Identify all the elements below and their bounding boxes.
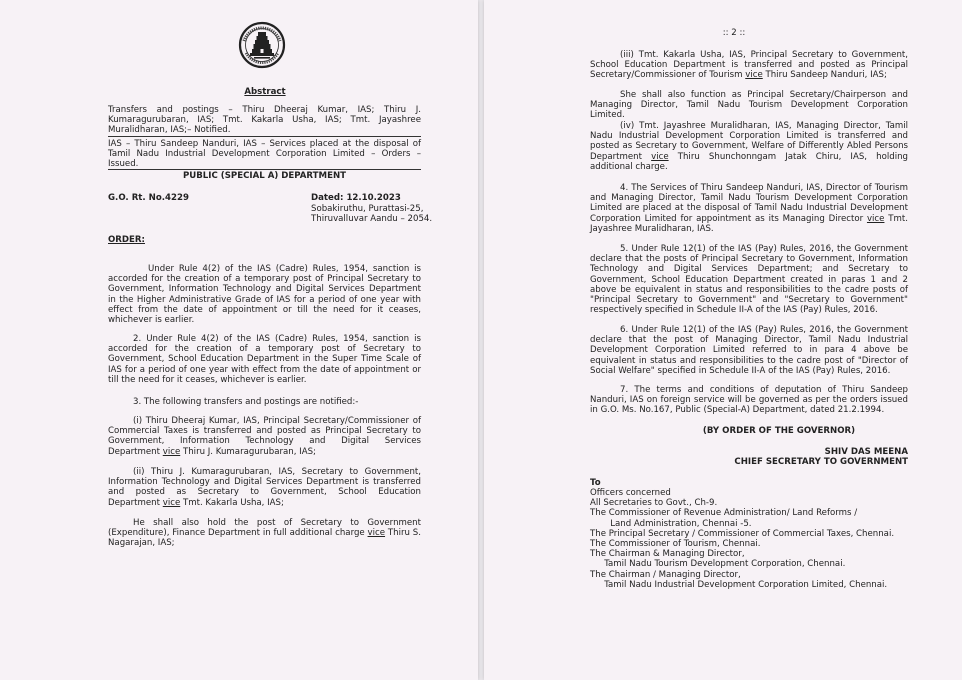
recipient-line: Officers concerned xyxy=(590,488,671,498)
order-paragraph-5: 5. Under Rule 12(1) of the IAS (Pay) Rules, 2016, the Government declare that the posts of Principal Secretary to Government, Information Technology and Digital Services Department; and Secretary to Government, School Education Department created in paras 1 and 2 above be equivalent in status and responsibilities to the cadre posts of "Principal Secretary to Government" and "Secretary to Government" respectively specified in Schedule II-A of the IAS (Pay) Rules, 2016. xyxy=(590,244,908,316)
order-paragraph-1: Under Rule 4(2) of the IAS (Cadre) Rules, 1954, sanction is accorded for the creation of a temporary post of Principal Secretary to Government, Information Technology and Digital Services Department in the Higher Administrative Grade of IAS for a period of one year with effect from the date of appointment or till the need for it ceases, whichever is earlier. xyxy=(108,264,421,326)
recipient-line: The Commissioner of Revenue Administration/ Land Reforms / xyxy=(590,508,858,519)
transfer-item-i: (i) Thiru Dheeraj Kumar, IAS, Principal Secretary/Commissioner of Commercial Taxes is transferred and posted as Principal Secretary to Government, Information Technology and Digital Services Department vice Thiru J. Kumaragurubaran, IAS; xyxy=(108,416,421,457)
tamil-nadu-emblem-icon xyxy=(238,20,286,70)
abstract-paragraph-1: Transfers and postings – Thiru Dheeraj Kumar, IAS; Thiru J. Kumaragurubaran, IAS; Tmt. Kakarla Usha, IAS; Tmt. Jayashree Muralidharan, IAS;– Notified. xyxy=(108,105,421,136)
signatory-name: SHIV DAS MEENA xyxy=(824,447,908,457)
transfer-item-iii-additional-role: She shall also function as Principal Secretary/Chairperson and Managing Director, Tamil Nadu Tourism Development Corporation Limited. xyxy=(590,90,908,121)
tamil-date-line-1: Sobakiruthu, Purattasi-25, xyxy=(311,204,424,214)
tamil-date-line-2: Thiruvalluvar Aandu – 2054. xyxy=(311,214,433,224)
department-name: PUBLIC (SPECIAL A) DEPARTMENT xyxy=(182,171,346,181)
order-paragraph-2: 2. Under Rule 4(2) of the IAS (Cadre) Rules, 1954, sanction is accorded for the creation of a temporary post of Secretary to Government, School Education Department in the Super Time Scale of IAS for a period of one year with effect from the date of appointment or till the need for it ceases, whichever is earlier. xyxy=(108,334,421,385)
recipient-line: The Chairman / Managing Director, xyxy=(590,569,741,580)
recipient-line: The Commissioner of Tourism, Chennai. xyxy=(590,539,761,550)
page-number: :: 2 :: xyxy=(722,28,746,38)
recipient-line: The Principal Secretary / Commissioner of Commercial Taxes, Chennai. xyxy=(590,528,895,539)
transfer-item-iv: (iv) Tmt. Jayashree Muralidharan, IAS, Managing Director, Tamil Nadu Industrial Development Corporation Limited is transferred and posted as Secretary to Government, Welfare of Differently Abled Persons Department vice Thiru Shunchonngam Jatak Chiru, IAS, holding additional charge. xyxy=(590,121,908,172)
transfer-item-ii: (ii) Thiru J. Kumaragurubaran, IAS, Secretary to Government, Information Technology and Digital Services Department is transferred and posted as Secretary to Government, School Education Department vice Tmt. Kakarla Usha, IAS; xyxy=(108,467,421,508)
signatory-title: CHIEF SECRETARY TO GOVERNMENT xyxy=(734,457,908,467)
abstract-divider xyxy=(108,136,421,137)
order-paragraph-3: 3. The following transfers and postings are notified:- xyxy=(133,397,359,407)
order-paragraph-6: 6. Under Rule 12(1) of the IAS (Pay) Rules, 2016, the Government declare that the post of Managing Director, Tamil Nadu Industrial Development Corporation Limited referred to in para 4 above be equivalent in status and responsibilities to the cadre post of "Director of Social Welfare" specified in Schedule II-A of the IAS (Pay) Rules, 2016. xyxy=(590,325,908,376)
by-order-of-governor: (BY ORDER OF THE GOVERNOR) xyxy=(702,426,856,436)
document-page-2 xyxy=(484,0,962,680)
to-heading: To xyxy=(590,478,601,488)
document-page-1 xyxy=(0,0,478,680)
recipient-line: Tamil Nadu Tourism Development Corporation, Chennai. xyxy=(596,559,846,570)
transfer-item-ii-additional-charge: He shall also hold the post of Secretary to Government (Expenditure), Finance Department in full additional charge vice Thiru S. Nagarajan, IAS; xyxy=(108,518,421,549)
abstract-heading: Abstract xyxy=(244,87,286,97)
go-number: G.O. Rt. No.4229 xyxy=(108,193,189,203)
order-heading: ORDER: xyxy=(108,235,145,245)
recipient-list xyxy=(590,488,920,590)
transfer-item-iii: (iii) Tmt. Kakarla Usha, IAS, Principal Secretary to Government, School Education Department is transferred and posted as Principal Secretary/Commissioner of Tourism vice Thiru Sandeep Nanduri, IAS; xyxy=(590,50,908,81)
order-paragraph-4: 4. The Services of Thiru Sandeep Nanduri, IAS, Director of Tourism and Managing Director, Tamil Nadu Tourism Development Corporation Limited are placed at the disposal of Tamil Nadu Industrial Development Corporation Limited for appointment as its Managing Director vice Tmt. Jayashree Muralidharan, IAS. xyxy=(590,183,908,234)
recipient-line: Tamil Nadu Industrial Development Corporation Limited, Chennai. xyxy=(596,579,888,590)
recipient-line: Land Administration, Chennai -5. xyxy=(602,518,752,529)
recipient-line: All Secretaries to Govt., Ch-9. xyxy=(590,498,718,509)
order-date: Dated: 12.10.2023 xyxy=(311,193,401,203)
abstract-bottom-rule xyxy=(108,169,421,170)
order-paragraph-7: 7. The terms and conditions of deputation of Thiru Sandeep Nanduri, IAS on foreign service will be governed as per the orders issued in G.O. Ms. No.167, Public (Special-A) Department, dated 21.2.1994. xyxy=(590,385,908,416)
recipient-line: The Chairman & Managing Director, xyxy=(590,549,745,560)
abstract-paragraph-2: IAS – Thiru Sandeep Nanduri, IAS – Services placed at the disposal of Tamil Nadu Industrial Development Corporation Limited – Orders – Issued. xyxy=(108,139,421,170)
